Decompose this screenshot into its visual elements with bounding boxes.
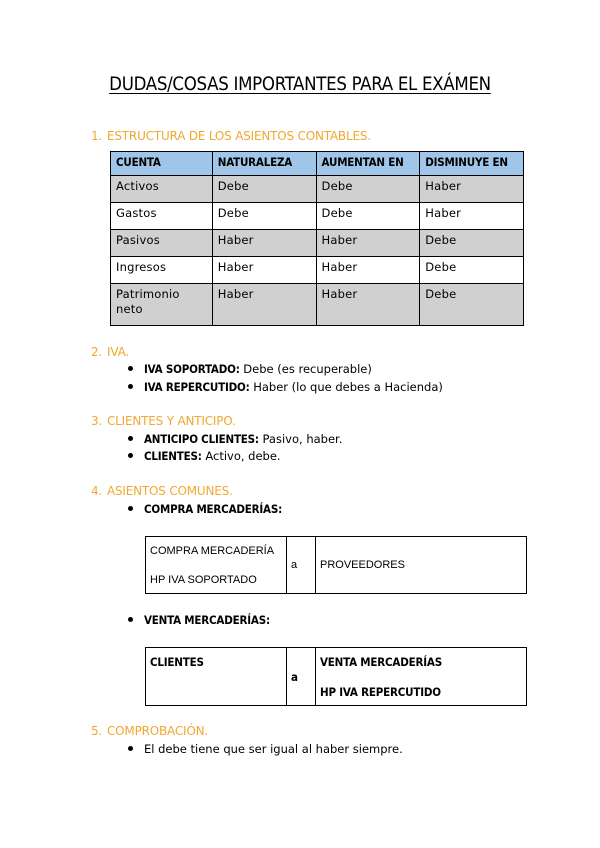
header-naturaleza: NATURALEZA bbox=[212, 152, 316, 176]
item-text: Debe (es recuperable) bbox=[239, 362, 372, 376]
entry-debe-line: COMPRA MERCADERÍA bbox=[150, 545, 275, 557]
table-cell: Debe bbox=[212, 176, 316, 203]
table-cell: Haber bbox=[212, 284, 316, 326]
venta-journal-entry bbox=[145, 647, 527, 706]
page-title: DUDAS/COSAS IMPORTANTES PARA EL EXÁMEN bbox=[109, 74, 491, 95]
item-text: Activo, debe. bbox=[201, 449, 281, 463]
bullet-icon bbox=[128, 746, 133, 751]
debe-column bbox=[146, 537, 287, 593]
section-number: 4. bbox=[91, 484, 103, 498]
bullet-icon bbox=[128, 453, 133, 458]
header-cuenta: CUENTA bbox=[111, 152, 213, 176]
section-title: IVA. bbox=[107, 345, 129, 359]
list-item bbox=[128, 742, 403, 756]
item-label: VENTA MERCADERÍAS: bbox=[144, 613, 270, 627]
section-number: 1. bbox=[91, 129, 103, 143]
list-item bbox=[128, 449, 281, 463]
table-cell: Haber bbox=[212, 257, 316, 284]
section-number: 3. bbox=[91, 414, 103, 428]
list-item bbox=[128, 502, 282, 516]
table-cell: Haber bbox=[316, 257, 420, 284]
section-3-heading bbox=[91, 414, 236, 428]
haber-column bbox=[316, 537, 526, 593]
section-title: ESTRUCTURA DE LOS ASIENTOS CONTABLES. bbox=[107, 129, 371, 143]
table-cell: Haber bbox=[420, 203, 524, 230]
table-cell: Activos bbox=[111, 176, 213, 203]
header-disminuye: DISMINUYE EN bbox=[420, 152, 524, 176]
entry-haber-line: HP IVA REPERCUTIDO bbox=[320, 685, 441, 699]
item-text: El debe tiene que ser igual al haber siempre. bbox=[144, 742, 403, 756]
item-label: IVA SOPORTADO: bbox=[144, 362, 240, 376]
item-label: ANTICIPO CLIENTES: bbox=[144, 432, 259, 446]
haber-column bbox=[316, 648, 526, 705]
item-label: CLIENTES: bbox=[144, 449, 202, 463]
entry-haber-line: VENTA MERCADERÍAS bbox=[320, 655, 442, 669]
table-cell: Gastos bbox=[111, 203, 213, 230]
section-number: 5. bbox=[91, 724, 103, 738]
entry-debe-line: CLIENTES bbox=[150, 655, 204, 669]
item-text: Pasivo, haber. bbox=[258, 432, 343, 446]
entry-a: a bbox=[291, 670, 298, 684]
table-cell: Debe bbox=[420, 257, 524, 284]
table-cell: Patrimonio neto bbox=[111, 284, 213, 326]
table-row bbox=[111, 230, 524, 257]
debe-column bbox=[146, 648, 287, 705]
table-row bbox=[111, 176, 524, 203]
item-label: COMPRA MERCADERÍAS: bbox=[144, 502, 283, 516]
list-item bbox=[128, 362, 372, 376]
table-row bbox=[111, 203, 524, 230]
entry-a: a bbox=[291, 559, 298, 571]
table-cell: Debe bbox=[420, 284, 524, 326]
table-cell: Haber bbox=[316, 230, 420, 257]
table-header-row bbox=[111, 152, 524, 176]
section-2-heading bbox=[91, 345, 129, 359]
list-item bbox=[128, 613, 270, 627]
a-column bbox=[287, 537, 316, 593]
list-item bbox=[128, 432, 342, 446]
bullet-icon bbox=[128, 617, 133, 622]
bullet-icon bbox=[128, 436, 133, 441]
section-number: 2. bbox=[91, 345, 103, 359]
bullet-icon bbox=[128, 384, 133, 389]
compra-journal-entry bbox=[145, 536, 527, 594]
bullet-icon bbox=[128, 366, 133, 371]
section-5-heading bbox=[91, 724, 208, 738]
table-cell: Haber bbox=[316, 284, 420, 326]
table-cell: Ingresos bbox=[111, 257, 213, 284]
accounts-table bbox=[110, 151, 524, 326]
item-text: Haber (lo que debes a Hacienda) bbox=[249, 380, 443, 394]
table-cell: Debe bbox=[420, 230, 524, 257]
entry-haber-line: PROVEEDORES bbox=[320, 559, 405, 571]
a-column bbox=[287, 648, 316, 705]
table-cell: Pasivos bbox=[111, 230, 213, 257]
item-label: IVA REPERCUTIDO: bbox=[144, 380, 250, 394]
entry-debe-line: HP IVA SOPORTADO bbox=[150, 574, 257, 586]
list-item bbox=[128, 380, 443, 394]
table-cell: Haber bbox=[420, 176, 524, 203]
section-title: ASIENTOS COMUNES. bbox=[107, 484, 233, 498]
table-row bbox=[111, 284, 524, 326]
section-title: COMPROBACIÓN. bbox=[107, 724, 208, 738]
table-row bbox=[111, 257, 524, 284]
section-1-heading bbox=[91, 129, 371, 143]
section-title: CLIENTES Y ANTICIPO. bbox=[107, 414, 236, 428]
table-cell: Debe bbox=[316, 176, 420, 203]
table-cell: Debe bbox=[316, 203, 420, 230]
bullet-icon bbox=[128, 506, 133, 511]
table-cell: Haber bbox=[212, 230, 316, 257]
section-4-heading bbox=[91, 484, 233, 498]
table-cell: Debe bbox=[212, 203, 316, 230]
header-aumentan: AUMENTAN EN bbox=[316, 152, 420, 176]
